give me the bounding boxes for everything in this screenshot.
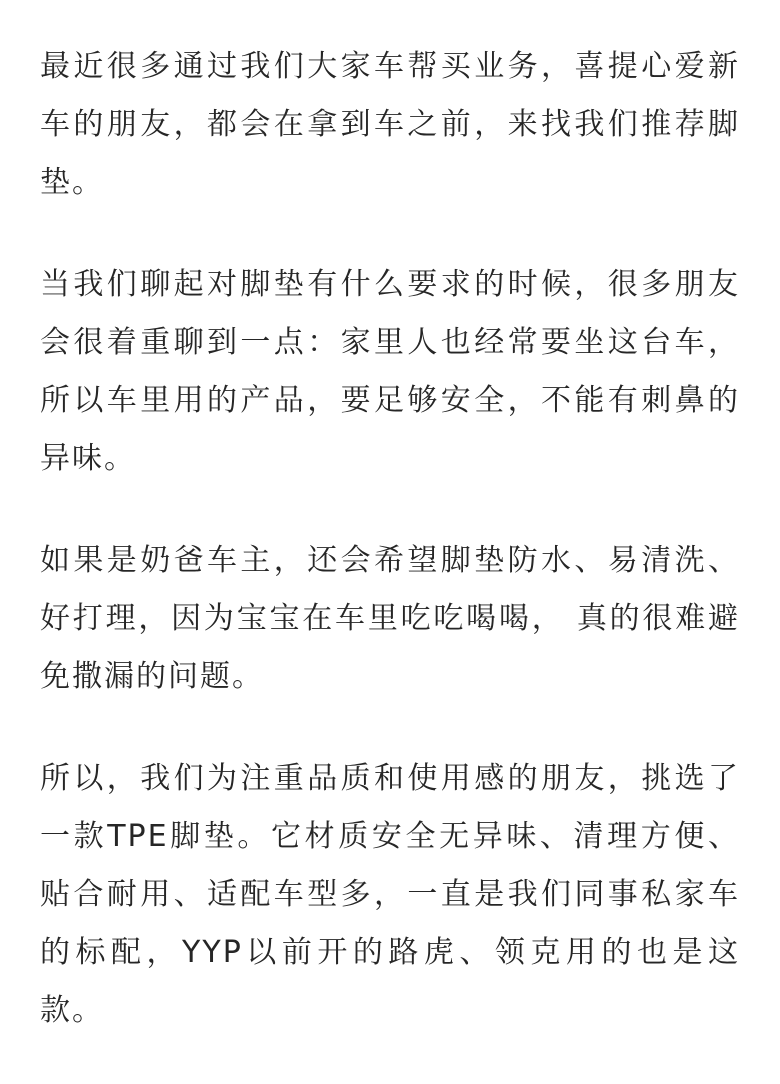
paragraph-recommendation: 所以，我们为注重品质和使用感的朋友，挑选了一款TPE脚垫。它材质安全无异味、清理方便、贴合耐用、适配车型多，一直是我们同事私家车的标配，YYP以前开的路虎、领克用的也是这款。 [40,761,740,1028]
paragraph-intro: 最近很多通过我们大家车帮买业务，喜提心爱新车的朋友，都会在拿到车之前，来找我们推荐脚垫。 [40,49,740,200]
paragraph-safety: 当我们聊起对脚垫有什么要求的时候，很多朋友会很着重聊到一点：家里人也经常要坐这台车，所以车里用的产品，要足够安全，不能有刺鼻的异味。 [40,267,740,476]
paragraph-parents: 如果是奶爸车主，还会希望脚垫防水、易清洗、好打理，因为宝宝在车里吃吃喝喝， 真的很难避免撒漏的问题。 [40,543,740,694]
article-body [40,38,740,1084]
